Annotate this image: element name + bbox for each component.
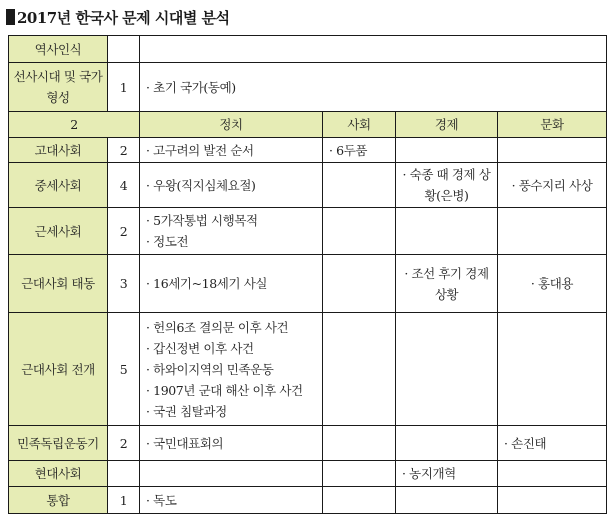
count-cell: 5 <box>108 313 140 426</box>
count-cell <box>108 36 140 63</box>
politics-cell <box>140 487 323 514</box>
culture-cell <box>498 208 607 255</box>
topic-item: · 5가작통법 시행목적 <box>146 213 258 228</box>
politics-cell <box>140 255 323 313</box>
table-row <box>9 36 607 63</box>
header-culture: 문화 <box>498 112 607 138</box>
category-cell: 현대사회 <box>9 461 108 487</box>
culture-cell <box>498 461 607 487</box>
society-cell <box>323 426 396 461</box>
table-row <box>9 313 607 426</box>
table-row <box>9 426 607 461</box>
economy-cell <box>396 138 498 163</box>
politics-cell <box>140 208 323 255</box>
topic-item: · 풍수지리 사상 <box>511 177 593 193</box>
topic-item: · 조선 후기 경제 상황 <box>404 265 489 302</box>
count-cell: 2 <box>108 138 140 163</box>
politics-cell <box>140 461 323 487</box>
culture-cell <box>498 163 607 208</box>
culture-cell <box>498 426 607 461</box>
topic-item: · 헌의6조 결의문 이후 사건 <box>146 319 289 335</box>
society-cell <box>323 313 396 426</box>
politics-cell <box>140 426 323 461</box>
era-analysis-table <box>8 35 607 514</box>
politics-cell <box>140 138 323 163</box>
header-society: 사회 <box>323 112 396 138</box>
table-row <box>9 138 607 163</box>
culture-cell <box>498 255 607 313</box>
category-cell: 통합 <box>9 487 108 514</box>
topic-item: · 1907년 군대 해산 이후 사건 <box>146 382 303 398</box>
topic-item: · 농지개혁 <box>402 466 456 481</box>
economy-cell <box>396 426 498 461</box>
category-cell: 역사인식 <box>9 36 108 63</box>
count-cell: 2 <box>108 426 140 461</box>
category-cell: 선사시대 및 국가 형성 <box>9 63 108 112</box>
topic-item: · 16세기~18세기 사실 <box>146 276 268 291</box>
count-cell: 3 <box>108 255 140 313</box>
politics-cell <box>140 313 323 426</box>
culture-cell <box>498 313 607 426</box>
category-cell: 근세사회 <box>9 208 108 255</box>
economy-cell <box>396 487 498 514</box>
count-cell: 1 <box>108 63 140 112</box>
category-cell: 근대사회 전개 <box>9 313 108 426</box>
table-row <box>9 487 607 514</box>
society-cell <box>323 163 396 208</box>
society-cell <box>323 138 396 163</box>
merged-topic-cell: · 초기 국가(동예) <box>140 63 607 112</box>
count-cell: 2 <box>108 208 140 255</box>
topic-item: · 독도 <box>146 492 177 508</box>
society-cell <box>323 461 396 487</box>
count-cell: 4 <box>108 163 140 208</box>
topic-item: · 우왕(직지심체요절) <box>146 177 256 193</box>
category-cell: 고대사회 <box>9 138 108 163</box>
category-cell: 근대사회 태동 <box>9 255 108 313</box>
topic-item: · 국민대표회의 <box>146 435 224 451</box>
economy-cell <box>396 255 498 313</box>
table-header-row <box>9 112 607 138</box>
table-row <box>9 163 607 208</box>
table-row <box>9 208 607 255</box>
topic-item: · 홍대용 <box>530 276 574 291</box>
topic-item: · 고구려의 발전 순서 <box>146 142 254 158</box>
table-row <box>9 255 607 313</box>
topic-item: · 숙종 때 경제 상황(은병) <box>402 167 491 203</box>
topic-item: · 손진태 <box>504 435 547 451</box>
header-count: 2 <box>9 112 140 138</box>
title-square-icon <box>6 9 15 25</box>
culture-cell <box>498 487 607 514</box>
header-politics: 정치 <box>140 112 323 138</box>
topic-item: · 하와이지역의 민족운동 <box>146 361 274 377</box>
society-cell <box>323 255 396 313</box>
topic-item: · 국권 침탈과정 <box>146 403 227 419</box>
title-text: 2017년 한국사 문제 시대별 분석 <box>17 8 230 27</box>
category-cell: 민족독립운동기 <box>9 426 108 461</box>
culture-cell <box>498 138 607 163</box>
header-economy: 경제 <box>396 112 498 138</box>
page-title <box>6 6 230 28</box>
count-cell: 1 <box>108 487 140 514</box>
table-row <box>9 63 607 112</box>
topic-item: · 정도전 <box>146 234 189 249</box>
table-row <box>9 461 607 487</box>
economy-cell <box>396 461 498 487</box>
empty-cell <box>140 36 607 63</box>
society-cell <box>323 208 396 255</box>
society-cell <box>323 487 396 514</box>
economy-cell <box>396 313 498 426</box>
count-cell <box>108 461 140 487</box>
economy-cell <box>396 208 498 255</box>
topic-item: · 갑신정변 이후 사건 <box>146 340 254 356</box>
economy-cell <box>396 163 498 208</box>
politics-cell <box>140 163 323 208</box>
topic-item: · 6두품 <box>329 142 368 158</box>
category-cell: 중세사회 <box>9 163 108 208</box>
